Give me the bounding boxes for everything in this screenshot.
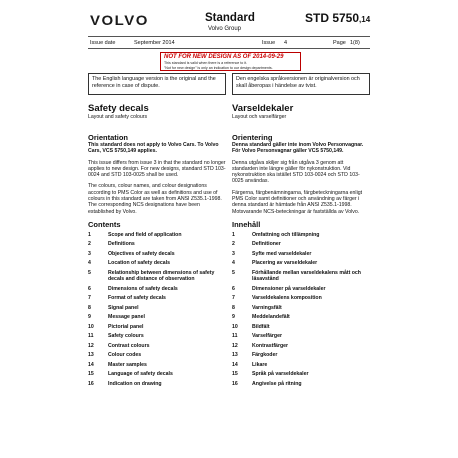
- orientation-bold-sv: Denna standard gäller inte inom Volvo Personvagnar. För Volvo Personvagnar gäller VCS 5750,149.: [232, 142, 364, 155]
- toc-number: 7: [232, 295, 235, 302]
- orientation-heading-sv: Orientering: [232, 133, 273, 142]
- toc-item[interactable]: [232, 270, 370, 282]
- toc-label: Definitions: [108, 241, 135, 248]
- notice-line-2: "Not for new design" is only an indication to our design departments.: [164, 65, 273, 70]
- header-divider-top: [88, 36, 370, 37]
- toc-item[interactable]: [88, 314, 226, 320]
- toc-label: Master samples: [108, 361, 147, 368]
- toc-label: Dimensioner på varseldekaler: [252, 285, 326, 292]
- toc-label: Likare: [252, 361, 268, 368]
- toc-number: 12: [88, 342, 94, 349]
- toc-item[interactable]: [88, 295, 226, 301]
- standard-number: [305, 11, 370, 25]
- toc-item[interactable]: [88, 232, 226, 238]
- toc-number: 3: [232, 250, 235, 257]
- toc-item[interactable]: [232, 286, 370, 292]
- orientation-bold-en: This standard does not apply to Volvo Cars. To Volvo Cars, VCS 5750,149 applies.: [88, 142, 219, 155]
- toc-item[interactable]: [232, 305, 370, 311]
- toc-number: 6: [232, 285, 235, 292]
- toc-number: 16: [88, 380, 94, 387]
- toc-number: 2: [88, 241, 91, 248]
- toc-number: 10: [88, 323, 94, 330]
- subtitle-en: Layout and safety colours: [88, 114, 148, 120]
- toc-number: 9: [232, 314, 235, 321]
- volvo-logo: VOLVO: [90, 12, 149, 29]
- toc-label: Placering av varseldekaler: [252, 260, 318, 267]
- toc-number: 2: [232, 241, 235, 248]
- toc-item[interactable]: [88, 305, 226, 311]
- standard-number-main: STD 5750: [305, 11, 360, 25]
- toc-label: Colour codes: [108, 352, 142, 359]
- toc-label: Förhållande mellan varseldekalens mått och läsavstånd: [252, 269, 361, 283]
- toc-number: 3: [88, 250, 91, 257]
- toc-number: 16: [232, 380, 238, 387]
- toc-number: 13: [88, 352, 94, 359]
- orientation-p2-sv: Färgerna, färgbenämningarna, färgbeteckningarna enligt PMS Color samt definitioner och användning av färger i denna standard är hämtade från ANSI Z535.1-1998. Motsvarande NCS-beteckningar är fastställda av Volvo.: [232, 189, 363, 215]
- document-type: Standard: [205, 12, 255, 24]
- toc-item[interactable]: [232, 241, 370, 247]
- toc-label: Varselfärger: [252, 333, 282, 340]
- subtitle-sv: Layout och varselfärger: [232, 114, 287, 120]
- toc-item[interactable]: [88, 381, 226, 387]
- toc-label: Språk på varseldekaler: [252, 371, 309, 378]
- toc-number: 12: [232, 342, 238, 349]
- toc-item[interactable]: [88, 251, 226, 257]
- toc-label: Message panel: [108, 314, 145, 321]
- toc-number: 5: [88, 269, 91, 276]
- toc-label: Indication on drawing: [108, 380, 162, 387]
- toc-number: 4: [232, 260, 235, 267]
- toc-label: Dimensions of safety decals: [108, 285, 178, 292]
- toc-item[interactable]: [232, 232, 370, 238]
- toc-item[interactable]: [88, 343, 226, 349]
- toc-item[interactable]: [88, 371, 226, 377]
- organization: Volvo Group: [208, 26, 242, 32]
- toc-label: Meddelandefält: [252, 314, 290, 321]
- toc-item[interactable]: [88, 333, 226, 339]
- issue-label: Issue: [262, 40, 276, 46]
- toc-item[interactable]: [232, 324, 370, 330]
- toc-item[interactable]: [88, 362, 226, 368]
- toc-item[interactable]: [232, 333, 370, 339]
- toc-number: 15: [88, 371, 94, 378]
- issue-date: September 2014: [134, 40, 175, 46]
- toc-item[interactable]: [232, 295, 370, 301]
- title-en: Safety decals: [88, 103, 149, 114]
- toc-number: 11: [232, 333, 238, 340]
- toc-label: Färgkoder: [252, 352, 278, 359]
- toc-item[interactable]: [232, 343, 370, 349]
- toc-number: 1: [88, 231, 91, 238]
- toc-item[interactable]: [88, 241, 226, 247]
- page-label: Page: [333, 40, 346, 46]
- toc-item[interactable]: [232, 362, 370, 368]
- toc-label: Scope and field of application: [108, 231, 182, 238]
- toc-label: Language of safety decals: [108, 371, 173, 378]
- toc-number: 11: [88, 333, 94, 340]
- toc-item[interactable]: [88, 286, 226, 292]
- toc-number: 13: [232, 352, 238, 359]
- toc-item[interactable]: [232, 352, 370, 358]
- toc-number: 14: [232, 361, 238, 368]
- toc-label: Format of safety decals: [108, 295, 166, 302]
- toc-number: 14: [88, 361, 94, 368]
- toc-label: Definitioner: [252, 241, 281, 248]
- toc-item[interactable]: [88, 270, 226, 282]
- title-sv: Varseldekaler: [232, 103, 294, 114]
- issue-number: 4: [284, 40, 288, 46]
- contents-heading-en: Contents: [88, 219, 121, 229]
- orientation-heading-en: Orientation: [88, 133, 129, 142]
- toc-label: Varningsfält: [252, 304, 282, 311]
- toc-item[interactable]: [232, 251, 370, 257]
- toc-label: Objectives of safety decals: [108, 250, 175, 257]
- language-note-en: The English language version is the original and the reference in case of dispute.: [88, 73, 226, 95]
- contents-heading-sv: Innehåll: [232, 219, 261, 229]
- toc-number: 4: [88, 260, 91, 267]
- contents-list-sv: [232, 232, 370, 387]
- header-divider-bottom: [88, 48, 370, 49]
- toc-number: 10: [232, 323, 238, 330]
- toc-number: 5: [232, 269, 235, 276]
- toc-item[interactable]: [232, 314, 370, 320]
- contents-list-en: [88, 232, 226, 387]
- toc-label: Varseldekalens komposition: [252, 295, 322, 302]
- toc-label: Syfte med varseldekaler: [252, 250, 312, 257]
- toc-label: Signal panel: [108, 304, 139, 311]
- orientation-p1-sv: Denna utgåva skiljer sig från utgåva 3 genom att standarden inte längre gäller för nykonstruktion. Vid nykonstruktion ska istället STD 103-0024 och STD 103-0025 användas.: [232, 159, 360, 185]
- orientation-p2-en: The colours, colour names, and colour designations according to PMS Color as well as definitions and use of colours in this standard are taken from ANSI Z535.1-1998. The corresponding NCS designations have been established by Volvo.: [88, 183, 222, 215]
- notice-title: NOT FOR NEW DESIGN AS OF 2014-09-29: [164, 54, 284, 60]
- standard-version: ,14: [359, 15, 371, 24]
- toc-label: Relationship between dimensions of safety decals and distance of observation: [108, 269, 215, 283]
- toc-item[interactable]: [232, 371, 370, 377]
- toc-label: Bildfält: [252, 323, 270, 330]
- toc-item[interactable]: [88, 324, 226, 330]
- toc-label: Angivelse på ritning: [252, 380, 302, 387]
- toc-number: 9: [88, 314, 91, 321]
- toc-item[interactable]: [88, 352, 226, 358]
- toc-number: 8: [88, 304, 91, 311]
- notice-line-1: This standard is valid when there is a reference to it.: [164, 61, 248, 65]
- toc-label: Kontrastfärger: [252, 342, 289, 349]
- toc-label: Pictorial panel: [108, 323, 144, 330]
- orientation-p1-en: This issue differs from issue 3 in that the standard no longer applies to new design. For new designs, standard STD 103-0024 and STD 103-0025 shall be used.: [88, 159, 226, 179]
- toc-item[interactable]: [88, 260, 226, 266]
- toc-label: Contrast colours: [108, 342, 150, 349]
- swedish-column: [232, 103, 370, 390]
- toc-item[interactable]: [232, 381, 370, 387]
- toc-item[interactable]: [232, 260, 370, 266]
- page-number: 1(8): [350, 40, 360, 46]
- toc-label: Omfattning och tillämpning: [252, 231, 320, 238]
- toc-label: Location of safety decals: [108, 260, 170, 267]
- language-note-sv: Den engelska språkversionen är originalversion och skall åberopas i händelse av tvist.: [232, 73, 370, 95]
- english-column: [88, 103, 226, 390]
- toc-label: Safety colours: [108, 333, 144, 340]
- not-for-new-design-notice: [160, 52, 301, 71]
- toc-number: 8: [232, 304, 235, 311]
- toc-number: 7: [88, 295, 91, 302]
- toc-number: 1: [232, 231, 235, 238]
- toc-number: 15: [232, 371, 238, 378]
- issue-date-label: Issue date: [90, 40, 116, 46]
- toc-number: 6: [88, 285, 91, 292]
